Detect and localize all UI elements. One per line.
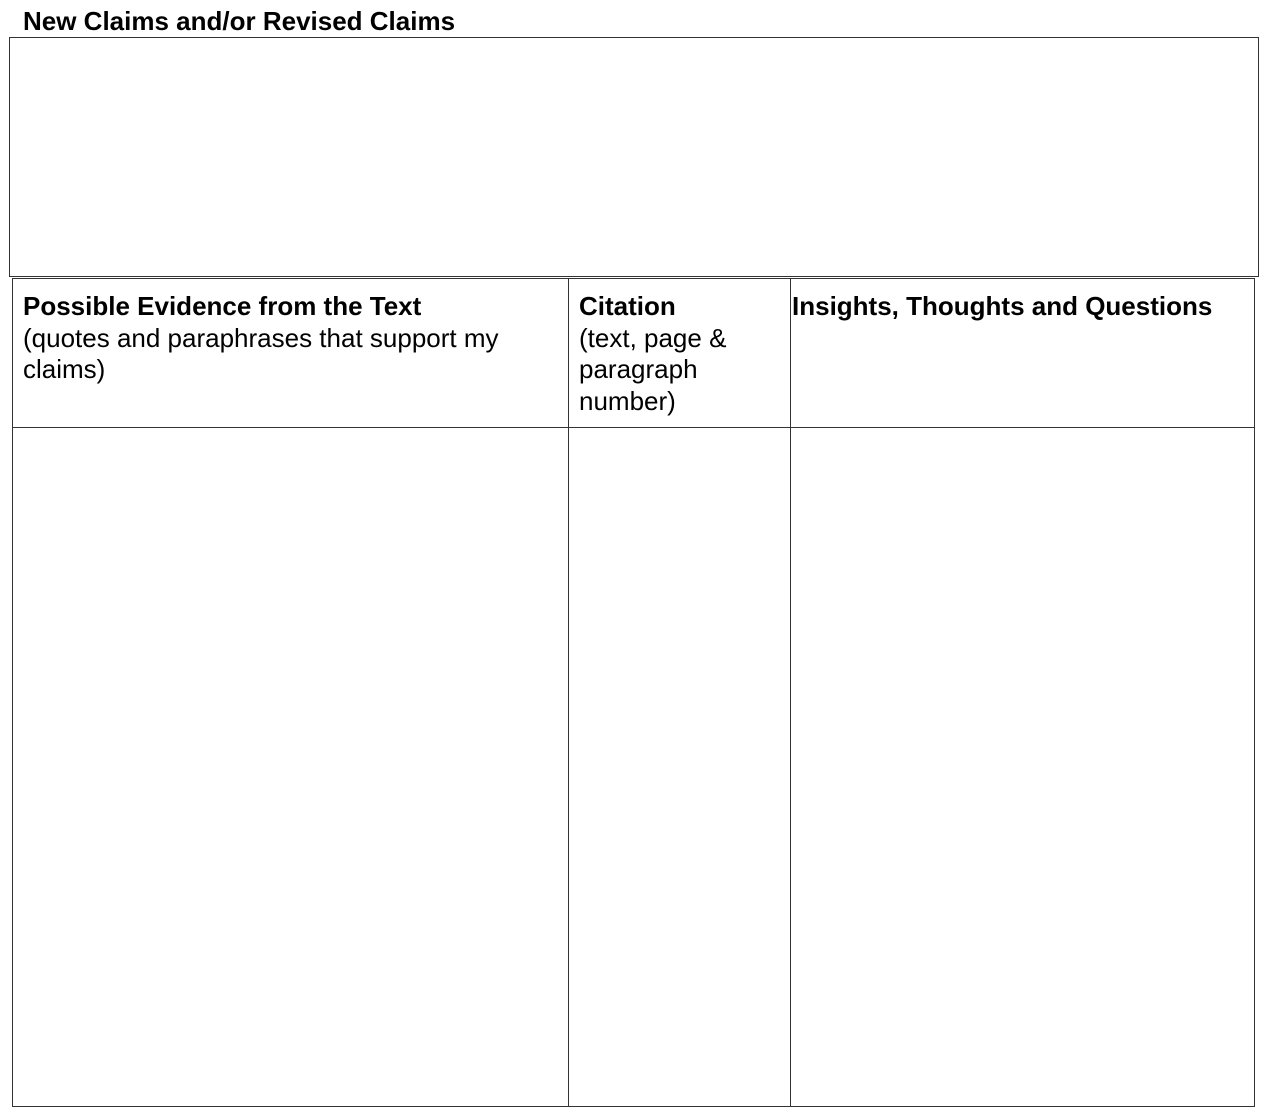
insights-column-title: Insights, Thoughts and Questions <box>792 291 1213 321</box>
evidence-input-cell[interactable] <box>13 428 569 1107</box>
header-cell-evidence <box>13 279 569 428</box>
citation-input-cell[interactable] <box>569 428 791 1107</box>
citation-column-subtitle: (text, page & paragraph number) <box>579 322 727 416</box>
evidence-column-subtitle: (quotes and paraphrases that support my claims) <box>23 322 499 384</box>
table-row <box>13 428 1255 1107</box>
claims-heading: New Claims and/or Revised Claims <box>23 6 456 36</box>
claims-input-box[interactable] <box>9 37 1259 277</box>
evidence-column-title: Possible Evidence from the Text <box>23 291 422 321</box>
header-cell-citation <box>569 279 791 428</box>
insights-input-cell[interactable] <box>791 428 1255 1107</box>
header-cell-insights <box>791 279 1255 428</box>
table-header-row <box>13 279 1255 428</box>
citation-column-title: Citation <box>579 291 676 321</box>
evidence-table <box>12 278 1255 1107</box>
